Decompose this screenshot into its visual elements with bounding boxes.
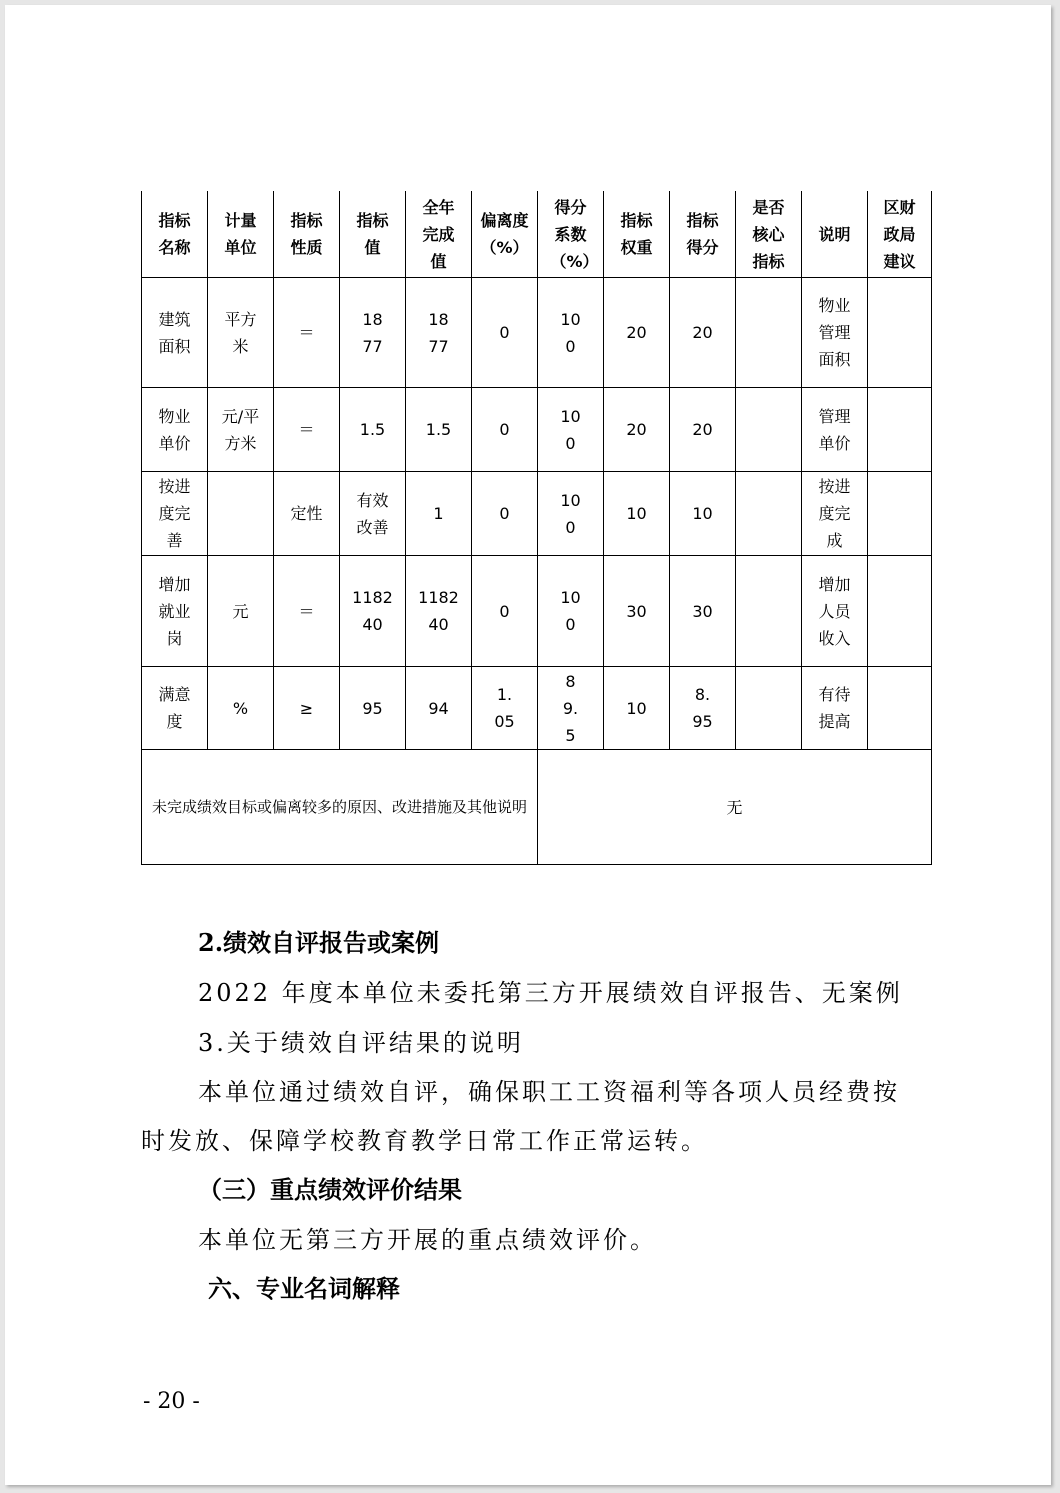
table-cell: 1 <box>406 472 472 556</box>
table-cell: 有待提高 <box>802 667 868 750</box>
table-cell: 元 <box>208 556 274 667</box>
table-row <box>142 556 932 667</box>
table-row <box>142 472 932 556</box>
header-cell: 全年完成值 <box>406 191 472 278</box>
table-cell: 1.5 <box>340 388 406 472</box>
table-cell: 按进度完善 <box>142 472 208 556</box>
header-cell: 指标值 <box>340 191 406 278</box>
paragraph-result-line-1: 本单位通过绩效自评，确保职工工资福利等各项人员经费按 <box>198 1078 900 1106</box>
table-cell <box>868 278 932 388</box>
table-cell: 按进度完成 <box>802 472 868 556</box>
table-cell <box>736 278 802 388</box>
table-cell <box>736 472 802 556</box>
table-cell: ≥ <box>274 667 340 750</box>
table-cell: 20 <box>604 278 670 388</box>
table-cell: 增加人员收入 <box>802 556 868 667</box>
table-cell: 20 <box>670 388 736 472</box>
table-row <box>142 388 932 472</box>
header-cell: 是否核心指标 <box>736 191 802 278</box>
table-cell <box>736 388 802 472</box>
table-cell: 有效改善 <box>340 472 406 556</box>
section-heading-key-evaluation: （三）重点绩效评价结果 <box>198 1175 462 1204</box>
table-cell: 100 <box>538 472 604 556</box>
table-cell: 物业管理面积 <box>802 278 868 388</box>
performance-table <box>141 191 932 865</box>
table-cell: 10 <box>604 472 670 556</box>
table-cell: 增加就业岗 <box>142 556 208 667</box>
table-cell <box>736 667 802 750</box>
table-cell: 平方米 <box>208 278 274 388</box>
header-cell: 指标得分 <box>670 191 736 278</box>
table-cell <box>868 472 932 556</box>
table-cell: 30 <box>604 556 670 667</box>
header-cell: 说明 <box>802 191 868 278</box>
table-cell: 100 <box>538 388 604 472</box>
header-cell: 偏离度（%） <box>472 191 538 278</box>
table-footer-row <box>142 750 932 865</box>
header-cell: 指标性质 <box>274 191 340 278</box>
table-cell: 0 <box>472 556 538 667</box>
header-cell: 区财政局建议 <box>868 191 932 278</box>
table-cell: ＝ <box>274 278 340 388</box>
section-heading-result-explanation: 3.关于绩效自评结果的说明 <box>198 1029 524 1057</box>
table-cell <box>736 556 802 667</box>
footer-label-cell: 未完成绩效目标或偏离较多的原因、改进措施及其他说明 <box>142 750 538 865</box>
table-cell: 物业单价 <box>142 388 208 472</box>
table-row <box>142 667 932 750</box>
header-cell: 指标名称 <box>142 191 208 278</box>
table-cell: 1.5 <box>406 388 472 472</box>
table-cell: 89.5 <box>538 667 604 750</box>
table-cell <box>868 388 932 472</box>
table-cell: 管理单价 <box>802 388 868 472</box>
table-cell: 118240 <box>340 556 406 667</box>
table-cell: 94 <box>406 667 472 750</box>
table-cell <box>208 472 274 556</box>
paragraph-no-key-evaluation: 本单位无第三方开展的重点绩效评价。 <box>198 1226 657 1254</box>
table-cell: 30 <box>670 556 736 667</box>
section-heading-self-evaluation-report: 2.绩效自评报告或案例 <box>198 928 440 957</box>
table-cell: 10 <box>670 472 736 556</box>
table-cell: ＝ <box>274 388 340 472</box>
table-cell: 118240 <box>406 556 472 667</box>
document-page <box>5 5 1051 1485</box>
table-cell: 0 <box>472 388 538 472</box>
header-cell: 得分系数（%） <box>538 191 604 278</box>
footer-value-cell: 无 <box>538 750 932 865</box>
table-row <box>142 278 932 388</box>
table-cell: 100 <box>538 278 604 388</box>
paragraph-result-line-2: 时发放、保障学校教育教学日常工作正常运转。 <box>141 1127 708 1155</box>
table-cell: 元/平方米 <box>208 388 274 472</box>
table-cell: % <box>208 667 274 750</box>
table-cell <box>868 667 932 750</box>
table-cell: 100 <box>538 556 604 667</box>
table-header-row <box>142 191 932 278</box>
table-cell: 95 <box>340 667 406 750</box>
table-cell: 1.05 <box>472 667 538 750</box>
table-cell <box>868 556 932 667</box>
paragraph-no-third-party: 2022 年度本单位未委托第三方开展绩效自评报告、无案例 <box>198 979 903 1007</box>
section-heading-glossary: 六、专业名词解释 <box>208 1274 400 1303</box>
table-cell: 1877 <box>406 278 472 388</box>
table-cell: 0 <box>472 472 538 556</box>
table-cell: 满意度 <box>142 667 208 750</box>
table-cell: 定性 <box>274 472 340 556</box>
table-cell: 0 <box>472 278 538 388</box>
header-cell: 计量单位 <box>208 191 274 278</box>
table-cell: 1877 <box>340 278 406 388</box>
header-cell: 指标权重 <box>604 191 670 278</box>
page-number: - 20 - <box>143 1389 200 1414</box>
table-cell: 20 <box>604 388 670 472</box>
table-cell: 20 <box>670 278 736 388</box>
table-cell: ＝ <box>274 556 340 667</box>
table-cell: 8.95 <box>670 667 736 750</box>
table-cell: 建筑面积 <box>142 278 208 388</box>
table-cell: 10 <box>604 667 670 750</box>
